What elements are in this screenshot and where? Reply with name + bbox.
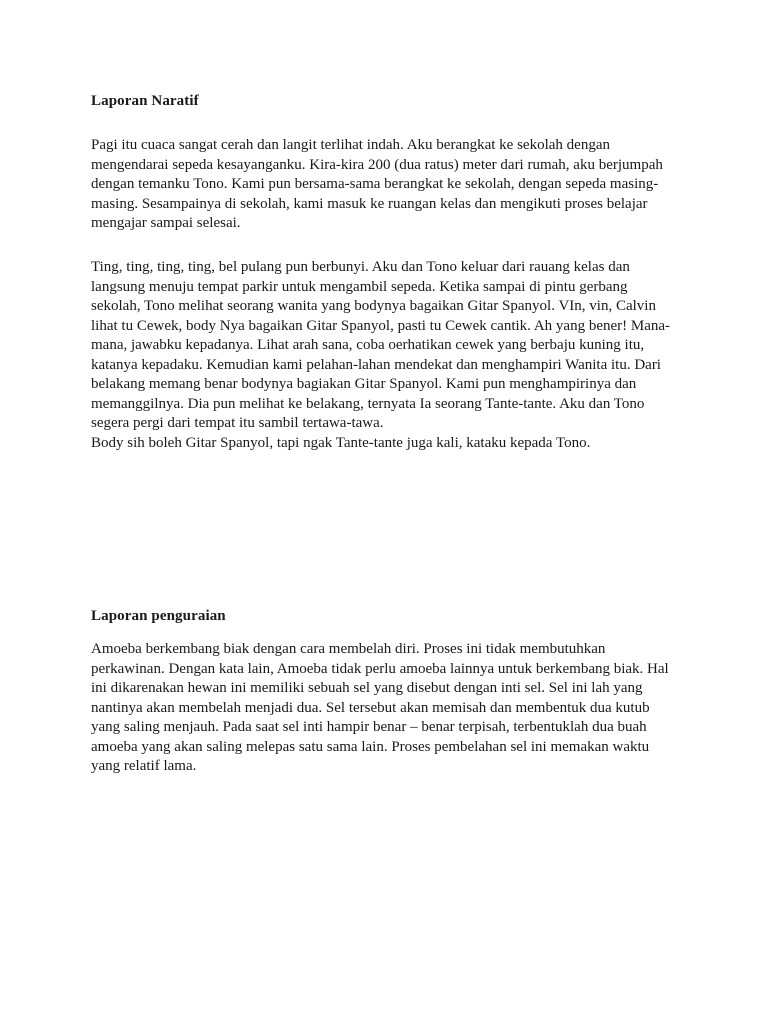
text-line: dengan temanku Tono. Kami pun bersama-sama berangkat ke sekolah, dengan sepeda masing- bbox=[91, 176, 659, 192]
text-line: mengajar sampai selesai. bbox=[91, 215, 241, 231]
narrative-paragraph-1 bbox=[91, 136, 663, 234]
section-title-laporan-penguraian: Laporan penguraian bbox=[91, 608, 226, 624]
text-line: Pagi itu cuaca sangat cerah dan langit terlihat indah. Aku berangkat ke sekolah dengan bbox=[91, 137, 610, 153]
text-line: sekolah, Tono melihat seorang wanita yang bodynya bagaikan Gitar Spanyol. VIn, vin, Calvin bbox=[91, 298, 656, 314]
text-line: katanya kepadaku. Kemudian kami pelahan-lahan mendekat dan menghampiri Wanita itu. Dari bbox=[91, 356, 661, 373]
text-line: lihat tu Cewek, body Nya bagaikan Gitar Spanyol, pasti tu Cewek cantik. Ah yang bener! Mana- bbox=[91, 317, 671, 334]
text-line: nantinya akan membelah menjadi dua. Sel tersebut akan memisah dan membentuk dua kutub bbox=[91, 699, 650, 716]
text-line: langsung menuju tempat parkir untuk mengambil sepeda. Ketika sampai di pintu gerbang bbox=[91, 278, 628, 295]
text-line: memanggilnya. Dia pun melihat ke belakang, ternyata Ia seorang Tante-tante. Aku dan Tono bbox=[91, 395, 645, 412]
text-line: yang relatif lama. bbox=[91, 758, 197, 774]
text-line: perkawinan. Dengan kata lain, Amoeba tidak perlu amoeba lainnya untuk berkembang biak. Hal bbox=[91, 660, 669, 677]
text-line: mana, jawabku kepadanya. Lihat arah sana, coba oerhatikan cewek yang berbaju kuning itu, bbox=[91, 337, 645, 353]
text-line: mengendarai sepeda kesayanganku. Kira-kira 200 (dua ratus) meter dari rumah, aku berjumpah bbox=[91, 156, 663, 173]
text-line: Body sih boleh Gitar Spanyol, tapi ngak Tante-tante juga kali, kataku kepada Tono. bbox=[91, 434, 591, 451]
text-line: segera pergi dari tempat itu sambil tertawa-tawa. bbox=[91, 415, 384, 431]
procedural-paragraph-1 bbox=[91, 640, 669, 777]
text-line: belakang memang benar bodynya bagiakan Gitar Spanyol. Kami pun menghampirinya dan bbox=[91, 376, 637, 392]
narrative-paragraph-2 bbox=[91, 258, 670, 453]
text-line: amoeba yang akan saling melepas satu sama lain. Proses pembelahan sel ini memakan waktu bbox=[91, 738, 650, 755]
section-title-laporan-naratif: Laporan Naratif bbox=[91, 93, 199, 109]
text-line: yang saling menjauh. Pada saat sel inti hampir benar – benar terpisah, terbentuklah dua buah bbox=[91, 719, 647, 735]
text-line: Amoeba berkembang biak dengan cara membelah diri. Proses ini tidak membutuhkan bbox=[91, 641, 606, 657]
text-line: Ting, ting, ting, ting, bel pulang pun berbunyi. Aku dan Tono keluar dari rauang kelas dan bbox=[91, 259, 630, 275]
text-line: ini dikarenakan hewan ini memiliki sebuah sel yang disebut dengan inti sel. Sel ini lah yang bbox=[91, 680, 643, 696]
text-line: masing. Sesampainya di sekolah, kami masuk ke ruangan kelas dan mengikuti proses belajar bbox=[91, 195, 648, 212]
